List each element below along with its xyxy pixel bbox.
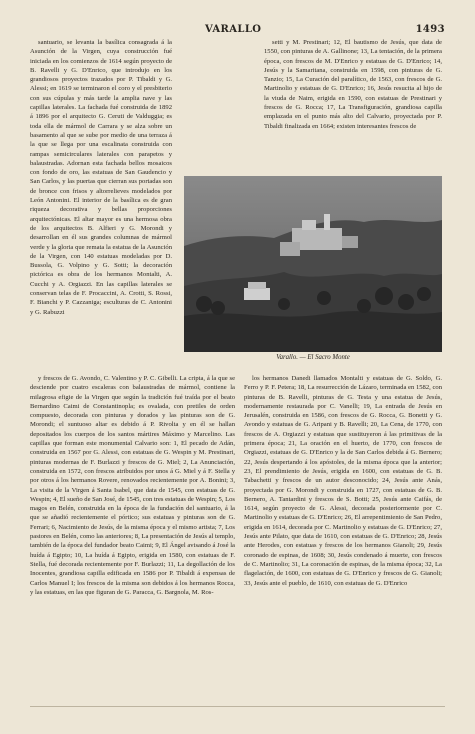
photo-caption: Varallo. — El Sacro Monte bbox=[276, 354, 350, 361]
paragraph-right-top: setti y M. Prestinari; 12, El bautismo de Jesús, que data de 1550, con pinturas de A. Gallinone; 13, La tentación, de la primera época, con frescos de M. D'Enrico y estatuas de G. D'Enrico; 14, Jesús y la Samaritana, construida en 1598, con pinturas de G. Tanzio; 15, La Curación del paralítico, de 1563, con frescos de G. Martinolio y estatuas de G. D'Enrico; 16, Jesús resucita al hijo de la viuda de Naim, erigida en 1590, con estatuas de Prestinari y frescos de G. Rocca; 17, La Transfiguración, grandiosa capilla emplazada en el punto más alto del Calvario, proyectada por P. Tibaldi finalizada en 1664; existen interesantes frescos de bbox=[264, 39, 442, 130]
page-number: 1493 bbox=[415, 24, 445, 35]
bottom-rule bbox=[30, 706, 445, 707]
photo-illustration bbox=[184, 176, 442, 352]
running-header bbox=[30, 24, 445, 38]
text-column-left-top bbox=[30, 38, 172, 390]
paragraph-left-top: santuario, se levanta la basílica consagrada á la Asunción de la Virgen, cuya construcción fué iniciada en los comienzos de 1614 según proyecto de B. Ravelli y G. D'Enrico, que introdujo en los grandiosos proyectos trazados por P. Tibaldi y G. Alessi; en 1619 se terminaron el coro y el presbiterio con sus cúpulas y más tarde la amplia nave y las capillas laterales. La fachada fué construida de 1892 á 1896 por el arquitecto G. Ceruti de Valduggia; es toda ella de mármol de Carrara y se alza sobre un basamento al que se sube por medio de una terraza á la que se llega por una escalinata construida con rampas semicirculares laterales con parapetos y balaustradas. Adornan esta fachada bellos mosaicos con fondo de oro, las estatuas de San Gaudencio y San Carlos, y las puertas que cierran sus portadas son de bronce con frisos y altorrelieves modelados por León Antonini. El interior de la basílica es de gran riqueza decorativa y bellas proporciones arquitectónicas. El altar mayor es una hermosa obra de los arquitectos B. Alfieri y G. Morondi y desarrollan en él sus grandes columnas de mármol verde y la gloria que remata la estatua de la Asunción de la Virgen, con 140 estatuas modeladas por D. Bussola, G. Volpino y G. Sotti; la decoración pictórica es obra de los hermanos Montalti, A. Cucchi y A. Orgiazzi. En las capillas laterales se conservan telas de F. Procaccini, A. Crotti, S. Rossi, F. Bianchi y P. Cazzaniga; esculturas de C. Antonini y G. Rabuzzi bbox=[30, 39, 172, 316]
paragraph-right-bottom: los hermanos Danedi llamados Montalti y estatuas de G. Soldo, G. Ferro y P. F. Petera; 18, La resurrección de Lázaro, terminada en 1582, con pinturas de B. Ravelli, pinturas de G. Testa y una estatua de Jesús, modernamente restaurada por C. Vanelli; 19, La entrada de Jesús en Jerusalén, construida en 1586, con frescos de G. Rocca, G. Bonetti y G. Avondo y estatuas de G. Aripani y B. Ravelli; 20, La Cena, de 1770, con frescos de A. Orgiazzi y estatuas que sustituyeron á las primitivas de la primera época; 21, La oración en el huerto, de 1770, con frescos de Orgiazzi, estatuas de G. D'Enrico y la de San Carlos debida á G. Bernero; 22, Jesús despertando á los apóstoles, de la misma época que la anterior; 23, El prendimiento de Jesús, erigida en 1600, con estatuas de G. B. Tabachetti y frescos de un autor desconocido; 24, Jesús ante Anás, proyectada por G. Morondi y construida en 1727, con estatuas de G. B. Bernero, A. Tantardini y frescos de S. Botti; 25, Jesús ante Caifás, de 1614, según proyecto de G. Alessi, decorada posteriormente por C. Martinolio y estatuas de G. D'Enrico; 26, El arrepentimiento de San Pedro, erigida en 1614, decorada por C. Martinolio y estatuas de G. D'Enrico; 27, Jesús ante Pilato, que data de 1610, con estatuas de G. D'Enrico; 28, Jesús ante Herodes, con estatuas y frescos de los hermanos Gianoli; 29, Jesús coronado de espinas, de 1608; 30, Jesús condenado á muerte, con frescos de C. Martinolio; 31, La coronación de espinas, de la misma época; 32, La flagelación, de 1600, con estatuas de G. D'Enrico y frescos de G. Gianoli; 33, Jesús ante el pueblo, de 1610, con estatuas de G. D'Enrico bbox=[244, 375, 442, 587]
sacro-monte-photo bbox=[184, 176, 442, 352]
text-column-right-top bbox=[264, 38, 442, 170]
text-column-right-bottom bbox=[244, 374, 442, 700]
text-column-left-bottom bbox=[30, 374, 235, 700]
paragraph-left-bottom: y frescos de G. Avondo, C. Valentino y P. C. Gibelli. La cripta, á la que se desciende por cuatro escaleras con balaustradas de mármol, contiene la milagrosa efigie de la Virgen que según la tradición fué traída por el beato Bernardino Caimi de Constantinopla; es ovalada, con pretiles de orden compuesto, decorada con pinturas y dorados y las pinturas son de G. Morondi; el suntuoso altar es debido á P. Rivolta y en él se hallan depositados los cuerpos de los santos mártires Máximo y Marcelino. Las capillas que forman este monumental Calvario son: 1, El pecado de Adán, construida en 1567 por G. Alessi, con estatuas de G. Wespin y M. Prestinari, pinturas modernas de F. Burlazzi y frescos de G. Miel; 2, La Anunciación, construida en 1572, con frescos atribuidos por unos á G. Miel y á F. Stella y por otros á los hermanos Rovere, renovados recientemente por A. Bonini; 3, La visita de la Virgen á Santa Isabel, que data de 1545, con estatuas de G. Wespin; 4, El sueño de San José, de 1545, con tres estatuas de Wespin; 5, Los magos en Belén, construida en la época de la fundación del santuario, á la que se añadió recientemente el pórtico; sus estatuas y pinturas son de G. Ferrari; 6, Nacimiento de Jesús, de la misma época y el mismo artista; 7, Los pastores en Belén, como las anteriores; 8, La presentación de Jesús al templo, también de la época del fundador beato Caimi; 9, El Ángel avisando á José la huída á Egipto; 10, La huída á Egipto, erigida en 1580, con estatuas de F. Stella, fué decorada recientemente por F. Burlazzi; 11, La degollación de los Inocentes, grandiosa capilla edificada en 1586 por P. Tibaldi á expensas de Carlos Manuel I; los frescos de la misma son debidos á los hermanos Rocca, y las estatuas, en las que figuran de G. Paracca, G. Bargnola, M. Ros- bbox=[30, 375, 235, 596]
header-title: VARALLO bbox=[205, 24, 262, 35]
